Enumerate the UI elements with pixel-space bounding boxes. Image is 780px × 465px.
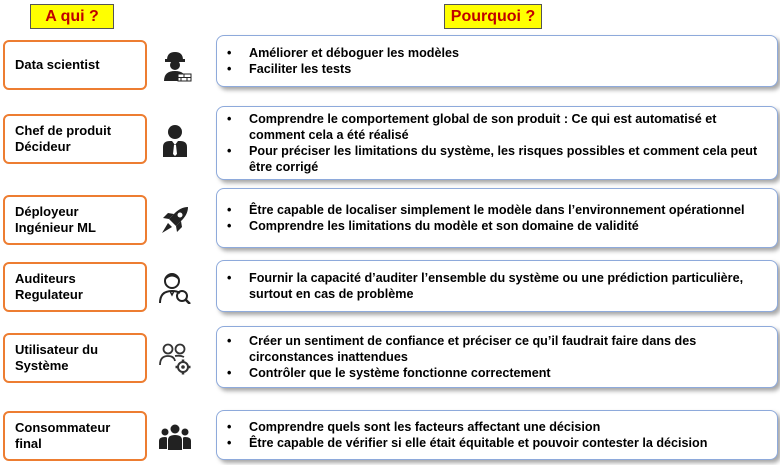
header-who: A qui ?: [30, 4, 114, 29]
why-box: [216, 260, 778, 312]
who-label: Data scientist: [15, 57, 100, 72]
reason-item: • Créer un sentiment de confiance et préciser ce qu’il faudrait faire dans des circonstances inattendues: [227, 333, 769, 365]
reason-item: • Être capable de localiser simplement le modèle dans l’environnement opérationnel: [227, 202, 769, 218]
reason-item: • Contrôler que le système fonctionne correctement: [227, 365, 769, 381]
manager-icon: [158, 123, 192, 157]
reason-item: • Être capable de vérifier si elle était équitable et pouvoir contester la décision: [227, 435, 769, 451]
why-box: [216, 410, 778, 460]
group-icon: [158, 420, 192, 454]
header-why: Pourquoi ?: [444, 4, 542, 29]
why-box: [216, 326, 778, 388]
auditor-icon: [158, 270, 192, 304]
who-label: Auditeurs Regulateur: [15, 271, 83, 302]
reason-list: [227, 270, 769, 302]
reason-item: • Améliorer et déboguer les modèles: [227, 45, 769, 61]
reason-item: • Faciliter les tests: [227, 61, 769, 77]
reason-list: [227, 419, 769, 451]
who-box: [3, 40, 147, 90]
why-box: [216, 106, 778, 180]
why-box: [216, 35, 778, 87]
who-box: [3, 333, 147, 383]
who-label: Consommateur final: [15, 420, 111, 451]
why-box: [216, 188, 778, 248]
users-gear-icon: [158, 341, 192, 375]
reason-list: [227, 333, 769, 381]
reason-item: • Pour préciser les limitations du système, les risques possibles et comment cela peut être corrigé: [227, 143, 769, 175]
who-box: [3, 262, 147, 312]
who-label: Chef de produit Décideur: [15, 123, 112, 154]
reason-item: • Fournir la capacité d’auditer l’ensemble du système ou une prédiction particulière, surtout en cas de problème: [227, 270, 769, 302]
reason-item: • Comprendre les limitations du modèle et son domaine de validité: [227, 218, 769, 234]
who-box: [3, 411, 147, 461]
reason-list: [227, 45, 769, 77]
reason-list: [227, 202, 769, 234]
reason-item: • Comprendre quels sont les facteurs affectant une décision: [227, 419, 769, 435]
reason-list: [227, 111, 769, 175]
who-box: [3, 114, 147, 164]
rocket-icon: [158, 203, 192, 237]
who-box: [3, 195, 147, 245]
worker-icon: [158, 48, 192, 82]
who-label: Déployeur Ingénieur ML: [15, 204, 96, 235]
reason-item: • Comprendre le comportement global de son produit : Ce qui est automatisé et comment cela a été réalisé: [227, 111, 769, 143]
who-label: Utilisateur du Système: [15, 342, 99, 373]
